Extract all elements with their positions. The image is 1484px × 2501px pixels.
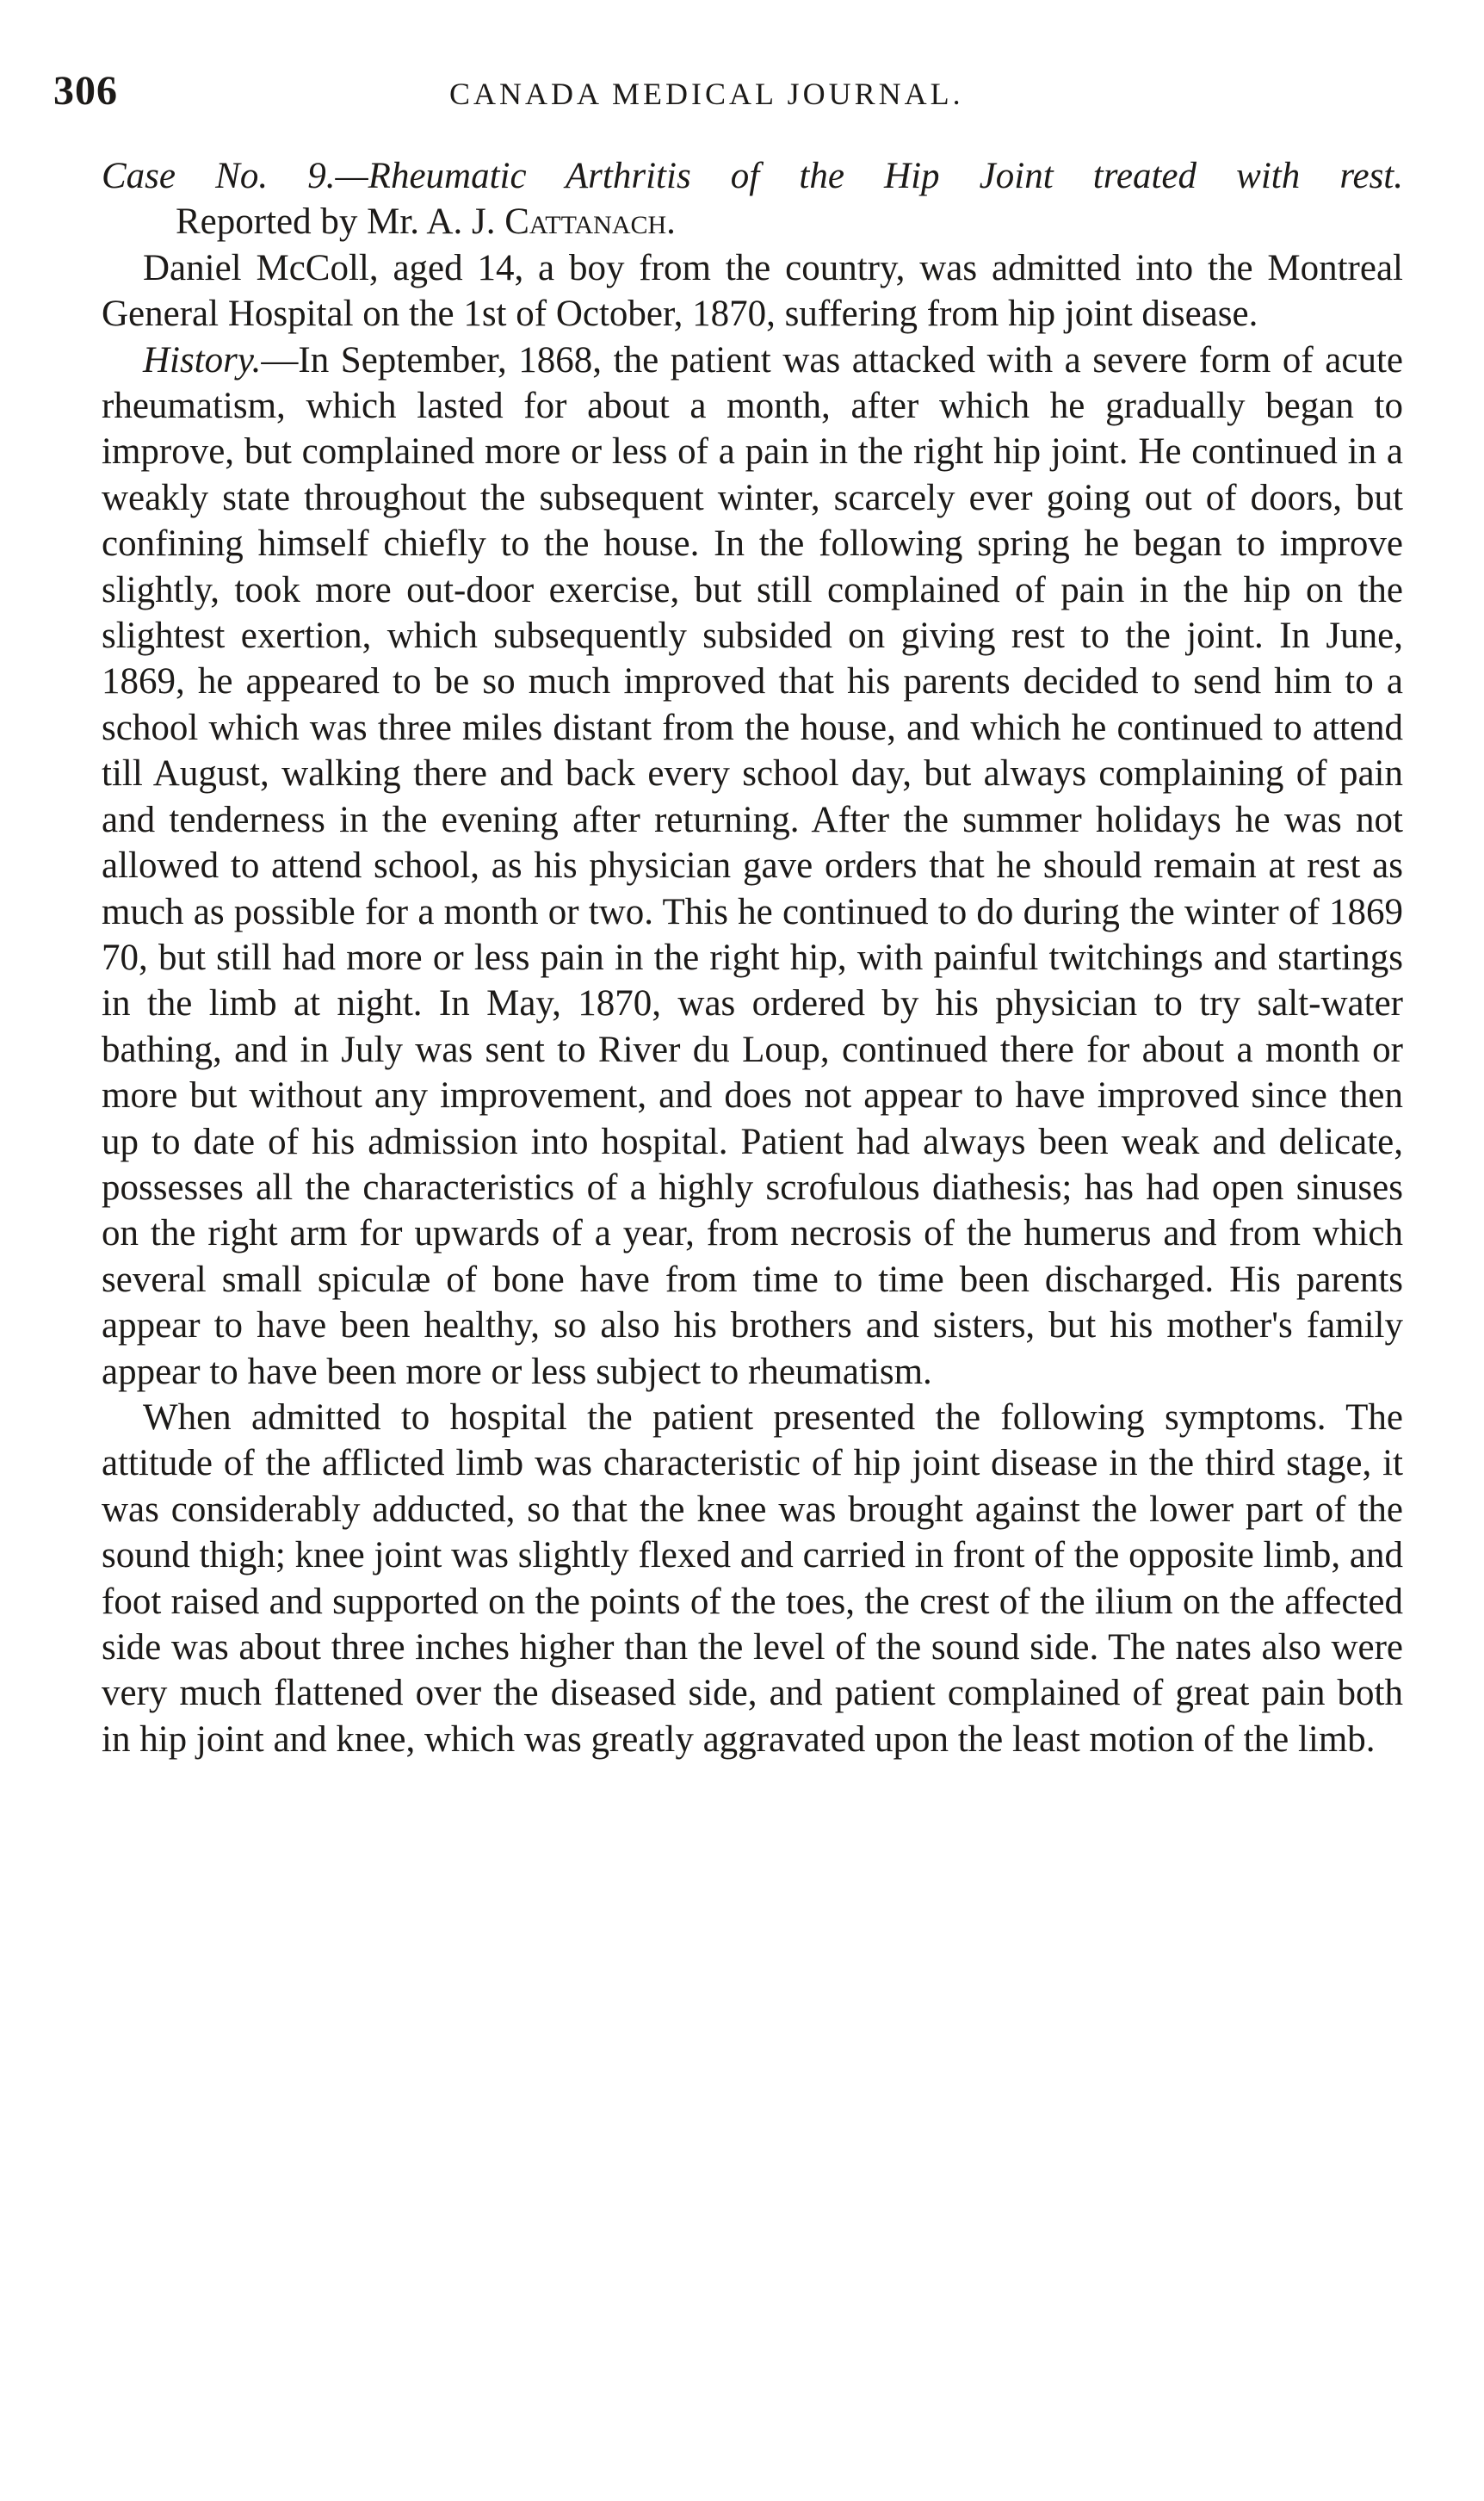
case-title: Case No. 9.—Rheumatic Arthritis of the Hip Joint treated with rest.	[102, 156, 1403, 196]
admission-paragraph: When admitted to hospital the patient presented the following symptoms. The attitude of the afflicted limb was characteristic of hip joint disease in the third stage, it was considerably adducted, so that the knee was brought against the lower part of the sound thigh; knee joint was slightly flexed and carried in front of the opposite limb, and foot raised and supported on the points of the toes, the crest of the ilium on the affected side was about three inches higher than the level of the sound side. The nates also were very much flattened over the diseased side, and patient complained of great pain both in hip joint and knee, which was greatly aggravated upon the least motion of the limb.	[102, 1396, 1403, 1760]
intro-paragraph: Daniel McColl, aged 14, a boy from the country, was admitted into the Montreal General Hospital on the 1st of October, 1870, suffering from hip joint disease.	[102, 247, 1403, 335]
running-head: CANADA MEDICAL JOURNAL.	[449, 77, 964, 111]
history-text: —In September, 1868, the patient was attacked with a severe form of acute rheumatism, which lasted for about a month, after which he gradually began to improve, but complained more or less of a pain in the right hip joint. He continued in a weakly state throughout the subsequent winter, scarcely ever going out of doors, but confining himself chiefly to the house. In the following spring he began to improve slightly, took more out-door exercise, but still complained of pain in the hip on the slightest exertion, which subsequently subsided on giving rest to the joint. In June, 1869, he appeared to be so much improved that his parents decided to send him to a school which was three miles distant from the house, and which he continued to attend till August, walking there and back every school day, but always complaining of pain and tenderness in the evening after returning. After the summer holidays he was not allowed to attend school, as his physician gave orders that he should remain at rest as much as possible for a month or two. This he continued to do during the winter of 1869 70, but still had more or less pain in the right hip, with painful twitchings and startings in the limb at night. In May, 1870, was ordered by his physician to try salt-water bathing, and in July was sent to River du Loup, continued there for about a month or more but without any improvement, and does not appear to have improved since then up to date of his admission into hospital. Patient had always been weak and delicate, possesses all the characteristics of a highly scrofulous diathesis; has had open sinuses on the right arm for upwards of a year, from necrosis of the humerus and from which several small spiculæ of bone have from time to time been discharged. His parents appear to have been healthy, so also his brothers and sisters, but his mother's family appear to have been more or less subject to rheumatism.	[102, 339, 1403, 1392]
history-paragraph	[102, 337, 1403, 1395]
page-header	[53, 67, 1396, 119]
article-body	[102, 153, 1403, 1762]
reporter-prefix: Reported by Mr. A. J.	[176, 201, 505, 243]
history-label: History.	[143, 339, 262, 381]
reporter-name: Cattanach.	[504, 201, 676, 243]
reporter-line	[102, 199, 1403, 245]
page-number: 306	[53, 68, 118, 114]
